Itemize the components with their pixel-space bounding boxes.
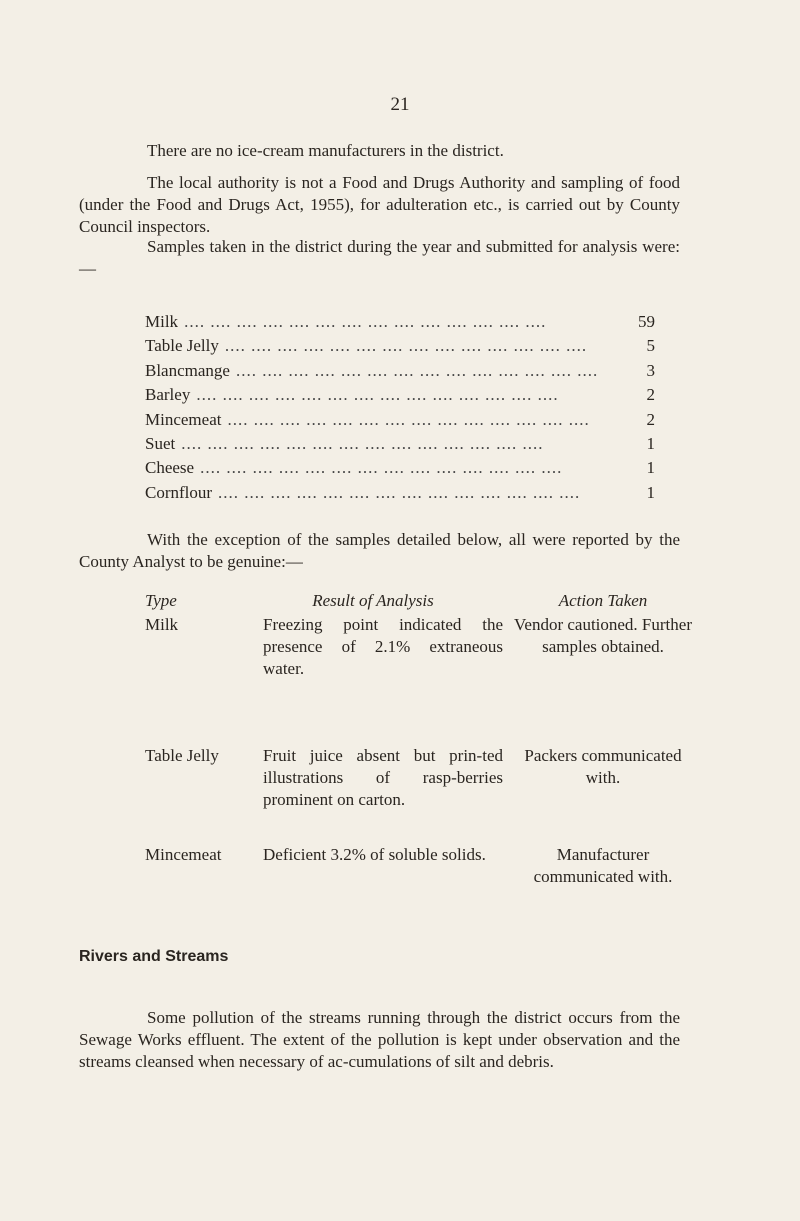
sample-count: 2 [646, 409, 655, 429]
authority-paragraph: The local authority is not a Food and Drugs Authority and sampling of food (under the Food and Drugs Act, 1955), for adulteration etc., is carried out by County Council inspectors. [79, 173, 680, 236]
sample-row [145, 385, 655, 409]
row-action: Vendor cautioned. Further samples obtained. [514, 615, 692, 656]
sample-row [145, 434, 655, 458]
sample-count: 3 [646, 360, 655, 380]
sample-name: Suet [145, 433, 176, 453]
sample-row [145, 410, 655, 434]
sample-row [145, 458, 655, 482]
row-type: Table Jelly [145, 746, 219, 765]
row-result: Freezing point indicated the presence of 2.1% extraneous water. [263, 615, 503, 678]
dot-leader: .... .... .... .... .... .... .... .... .... .... .... .... .... .... [224, 336, 588, 356]
sample-row [145, 483, 655, 507]
rivers-paragraph: Some pollution of the streams running through the district occurs from the Sewage Works effluent. The extent of the pollution is kept under observation and the streams cleansed when necessary of ac-cumulations of silt and debris. [79, 1008, 680, 1071]
dot-leader: .... .... .... .... .... .... .... .... .... .... .... .... .... .... [200, 458, 563, 478]
sample-row [145, 336, 655, 360]
samples-list [145, 312, 655, 507]
dot-leader: .... .... .... .... .... .... .... .... .... .... .... .... .... .... [181, 433, 544, 453]
header-type: Type [145, 591, 177, 610]
sample-name: Cheese [145, 458, 195, 478]
row-action: Packers communicated with. [524, 746, 682, 787]
sample-name: Barley [145, 385, 191, 405]
sample-name: Milk [145, 312, 179, 331]
row-type: Mincemeat [145, 845, 222, 864]
sample-count: 5 [646, 336, 655, 356]
samples-intro-paragraph: Samples taken in the district during the year and submitted for analysis were:— [79, 237, 680, 278]
sample-count: 2 [646, 385, 655, 405]
section-heading: Rivers and Streams [79, 948, 229, 965]
row-result: Fruit juice absent but prin-ted illustrations of rasp-berries prominent on carton. [263, 746, 503, 809]
dot-leader: .... .... .... .... .... .... .... .... .... .... .... .... .... .... [227, 409, 590, 429]
row-result: Deficient 3.2% of soluble solids. [263, 845, 486, 864]
exception-paragraph: With the exception of the samples detailed below, all were reported by the County Analyst to be genuine:— [79, 530, 680, 571]
sample-row [145, 361, 655, 385]
sample-name: Blancmange [145, 360, 230, 380]
sample-name: Cornflour [145, 482, 213, 502]
sample-count: 1 [646, 458, 655, 478]
sample-count: 1 [646, 482, 655, 502]
sample-name: Mincemeat [145, 409, 222, 429]
header-action: Action Taken [558, 591, 648, 610]
row-type: Milk [145, 615, 179, 634]
sample-name: Table Jelly [145, 336, 219, 356]
header-result: Result of Analysis [312, 591, 434, 610]
row-action: Manufacturer communicated with. [533, 845, 673, 886]
dot-leader: .... .... .... .... .... .... .... .... .... .... .... .... .... .... [218, 482, 581, 502]
dot-leader: .... .... .... .... .... .... .... .... .... .... .... .... .... .... [235, 360, 599, 380]
sample-count: 59 [638, 312, 655, 331]
dot-leader: .... .... .... .... .... .... .... .... .... .... .... .... .... .... [184, 312, 547, 331]
page-number: 21 [390, 94, 410, 115]
sample-row [145, 312, 655, 336]
dot-leader: .... .... .... .... .... .... .... .... .... .... .... .... .... .... [196, 385, 559, 405]
ice-cream-paragraph: There are no ice-cream manufacturers in the district. [147, 141, 504, 160]
sample-count: 1 [646, 433, 655, 453]
